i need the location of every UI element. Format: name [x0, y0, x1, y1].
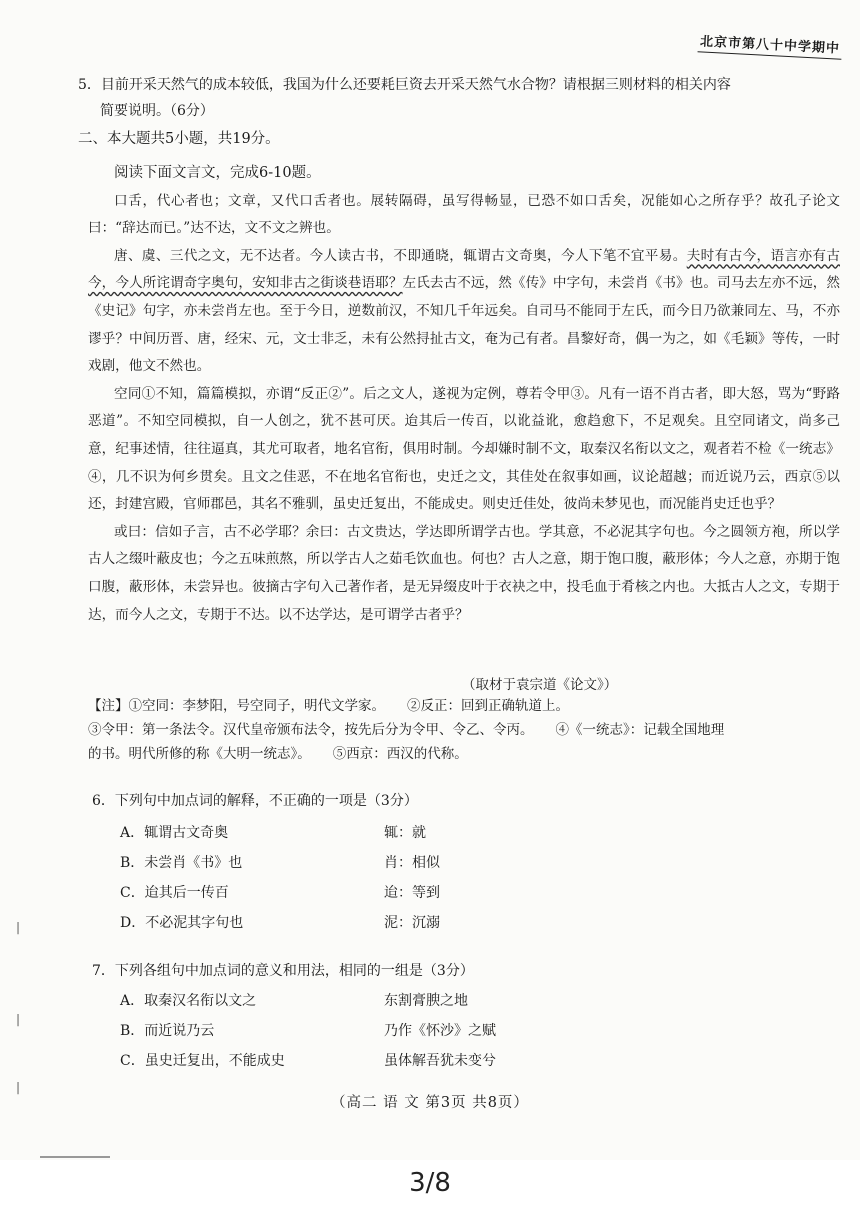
margin-mark: | — [16, 1080, 21, 1094]
option-text: C．虽史迁复出，不能成史 — [120, 1053, 285, 1069]
question-6 — [92, 788, 832, 940]
option-gloss: 辄：就 — [384, 825, 426, 841]
passage-intro: 阅读下面文言文，完成6-10题。 — [114, 165, 321, 181]
passage-source: （取材于袁宗道《论文》） — [462, 677, 618, 693]
margin-mark: | — [16, 1012, 21, 1026]
passage-paragraph-4: 或曰：信如子言，古不必学耶？余曰：古文贵达，学达即所谓学古也。学其意，不必泥其字句也。今之圆领方袍，所以学古人之缀叶蔽皮也；今之五味煎熬，所以学古人之茹毛饮血也。何也？古人之意，期于饱口腹，蔽形体；今人之意，亦期于饱口腹，蔽形体，未尝异也。彼摘古字句入己著作者，是无异缀皮叶于衣袂之中，投毛血于肴核之内也。大抵古人之文，专期于达，而今人之文，专期于不达。以不达学达，是可谓学古者乎？ — [88, 523, 840, 623]
option-pair: 乃作《怀沙》之赋 — [384, 1023, 496, 1039]
notes-line-2 — [88, 718, 840, 742]
wavy-underlined-sentence: 夫时有古今，语言亦有古今，今人所诧谓奇字奥句，安知非古之街谈巷语耶？ — [88, 247, 840, 292]
option-text: C．迨其后一传百 — [120, 885, 229, 901]
option-pair: 东割膏腴之地 — [384, 993, 468, 1009]
note-4-cont: 的书。明代所修的称《大明一统志》。 — [88, 746, 311, 762]
option-text: A．辄谓古文奇奥 — [120, 825, 229, 841]
page-footer: （高二 语 文 第3页 共8页） — [331, 1095, 529, 1111]
option-text: B．未尝肖《书》也 — [120, 855, 243, 871]
section-2-title: 二、本大题共5小题，共19分。 — [78, 131, 280, 147]
question-5-line2: 简要说明。（6分） — [100, 103, 214, 119]
option-gloss: 肖：相似 — [384, 855, 440, 871]
question-5 — [78, 72, 838, 124]
annotation-notes — [88, 694, 840, 766]
question-6-option-d — [92, 910, 832, 940]
passage-paragraph-2-end: 左氏去古不远，然《传》中字句，未尝肖《书》也。司马去左亦不远，然《史记》句字，亦未尝肖左也。至于今日，逆数前汉，不知几千年远矣。自司马不能同于左氏，而今日乃欲兼同左、马，不亦谬乎？中间历晋、唐，经宋、元，文士非乏，未有公然挦扯古文，奄为己有者。昌黎好奇，偶一为之，如《毛颖》等传，一时戏剧，他文不然也。 — [88, 275, 841, 375]
option-gloss: 迨：等到 — [384, 885, 440, 901]
passage-paragraph-3: 空同①不知，篇篇模拟，亦谓“反正②”。后之文人，遂视为定例，尊若令甲③。凡有一语不肖古者，即大怒，骂为“野路恶道”。不知空同模拟，自一人创之，犹不甚可厌。迨其后一传百，以讹益讹，愈趋愈下，不足观矣。且空同诸文，尚多己意，纪事述情，往往逼真，其尤可取者，地名官衔，俱用时制。今却嫌时制不文，取秦汉名衔以文之，观者若不检《一统志》④，几不识为何乡贯矣。且文之佳恶，不在地名官衔也，史迁之文，其佳处在叙事如画，议论超越；而近说乃云，西京⑤以还，封建宫殿，官师郡邑，其名不雅驯，虽史迁复出，不能成史。则史迁佳处，彼尚未梦见也，而况能肖史迁也乎？ — [88, 385, 840, 513]
question-6-option-b — [92, 850, 832, 880]
note-3: ③令甲：第一条法令。汉代皇帝颁布法令，按先后分为令甲、令乙、令丙。 — [88, 722, 534, 738]
question-5-line1: 5．目前开采天然气的成本较低，我国为什么还要耗巨资去开采天然气水合物？请根据三则材料的相关内容 — [78, 77, 731, 93]
question-7-option-b — [92, 1018, 832, 1048]
classical-passage — [88, 160, 840, 629]
question-6-option-c — [92, 880, 832, 910]
note-5: ⑤西京：西汉的代称。 — [332, 746, 468, 762]
note-1: 【注】①空同：李梦阳，号空同子，明代文学家。 — [88, 698, 385, 714]
scan-artifact-line — [40, 1156, 110, 1158]
passage-paragraph-2 — [88, 243, 840, 381]
question-6-option-a — [92, 820, 832, 850]
margin-mark: | — [16, 920, 21, 934]
option-pair: 虽体解吾犹未变兮 — [384, 1053, 496, 1069]
school-header-stamp: 北京市第八十中学期中 — [698, 30, 843, 60]
option-text: A．取秦汉名衔以文之 — [120, 993, 257, 1009]
notes-line-3 — [88, 742, 840, 766]
note-2: ②反正：回到正确轨道上。 — [407, 698, 569, 714]
passage-paragraph-1: 口舌，代心者也；文章，又代口舌者也。展转隔碍，虽写得畅显，已恐不如口舌矣，况能如心之所存乎？故孔子论文曰：“辞达而已。”达不达，文不文之辨也。 — [88, 192, 840, 237]
question-7-option-a — [92, 988, 832, 1018]
notes-line-1 — [88, 694, 840, 718]
question-7-option-c — [92, 1048, 832, 1078]
page-indicator: 3/8 — [409, 1168, 451, 1198]
question-6-stem: 6．下列句中加点词的解释，不正确的一项是（3分） — [92, 793, 418, 809]
option-text: D．不必泥其字句也 — [120, 915, 244, 931]
passage-paragraph-2-start: 唐、虞、三代之文，无不达者。今人读古书，不即通晓，辄谓古文奇奥，今人下笔不宜平易。 — [114, 247, 687, 264]
option-gloss: 泥：沉溺 — [384, 915, 440, 931]
option-text: B．而近说乃云 — [120, 1023, 215, 1039]
question-7 — [92, 958, 832, 1078]
note-4: ④《一统志》：记载全国地理 — [555, 722, 725, 738]
question-7-stem: 7．下列各组句中加点词的意义和用法，相同的一组是（3分） — [92, 963, 474, 979]
